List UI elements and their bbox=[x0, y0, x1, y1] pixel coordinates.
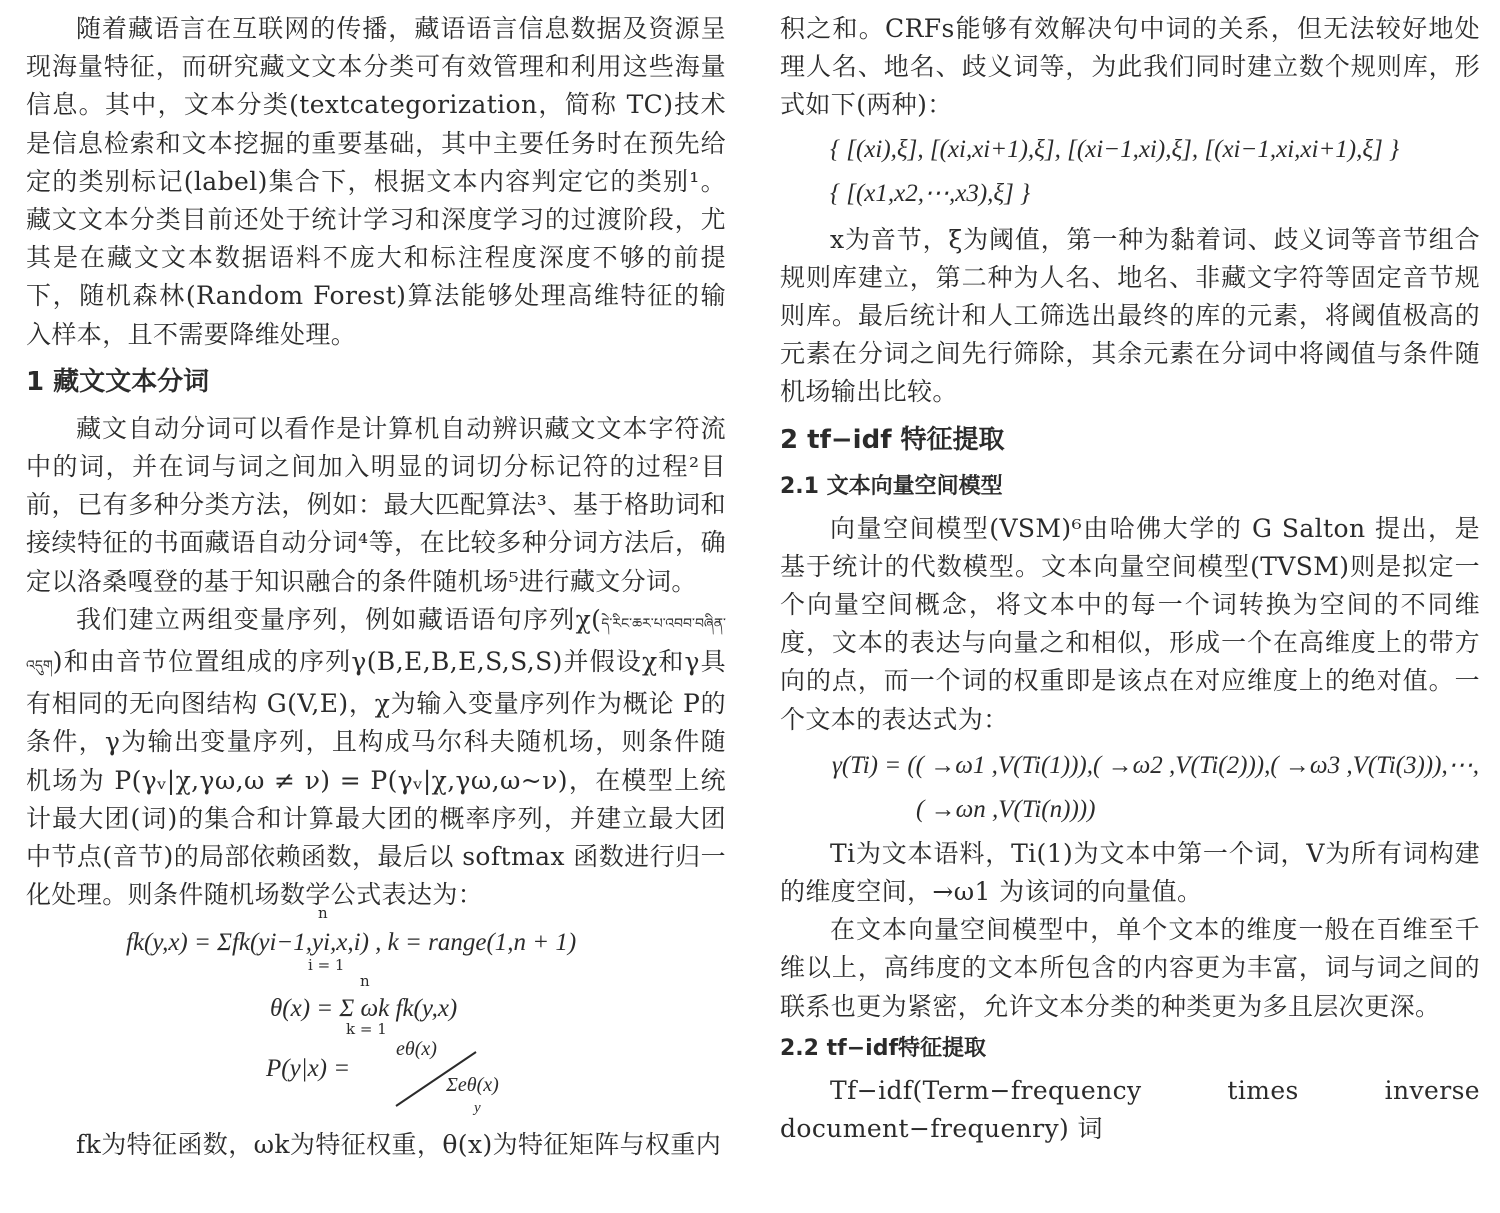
equation-1-sum-bottom: i = 1 bbox=[308, 956, 345, 975]
crf-equations bbox=[26, 904, 726, 1126]
right-column bbox=[780, 10, 1480, 1148]
equation-3-numerator: eθ(x) bbox=[396, 1038, 437, 1061]
section-1-heading: 1 藏文文本分词 bbox=[26, 366, 210, 397]
vsm-paragraph: 向量空间模型(VSM)⁶由哈佛大学的 G Salton 提出，是基于统计的代数模型。文本向量空间模型(TVSM)则是拟定一个向量空间概念，将文本中的每一个词转换为空间的不同维度，文本的表达与向量之和相似，形成一个在高维度上的带方向的点，而一个词的权重即是该点在对应维度上的绝对值。一个文本的表达式为： bbox=[780, 513, 1480, 734]
left-column bbox=[26, 10, 726, 1165]
rule-formula-1: { [(xi),ξ], [(xi,xi+1),ξ], [(xi−1,xi),ξ], [(xi−1,xi,xi+1),ξ] } bbox=[830, 135, 1400, 163]
subsection-2-2-heading: 2.2 tf−idf特征提取 bbox=[780, 1035, 987, 1061]
intro-paragraph: 随着藏语言在互联网的传播，藏语语言信息数据及资源呈现海量特征，而研究藏文文本分类可有效管理和利用这些海量信息。其中，文本分类(textcategorization，简称 TC)技术是信息检索和文本挖掘的重要基础，其中主要任务时在预先给定的类别标记(label)集合下，根据文本内容判定它的类别¹。藏文文本分类目前还处于统计学习和深度学习的过渡阶段，尤其是在藏文文本数据语料不庞大和标注程度深度不够的前提下，随机森林(Random Forest)算法能够处理高维特征的输入样本，且不需要降维处理。 bbox=[26, 14, 726, 349]
crf-paragraph-text-b: )和由音节位置组成的序列γ(B,E,B,E,S,S,S)并假设χ和γ具有相同的无向图结构 G(V,E)，χ为输入变量序列作为概论 P的条件，γ为输出变量序列，且构成马尔科夫随机场，则条件随机场为 P(γᵥ|χ,γω,ω ≠ ν) = P(γᵥ|χ,γω,ω~ν)，在模型上统计最大团(词)的集合和计算最大团的概率序列，并建立最大团中节点(音节)的局部依赖函数，最后以 softmax 函数进行归一化处理。则条件随机场数学公式表达为： bbox=[26, 647, 726, 910]
rules-paragraph: 积之和。CRFs能够有效解决句中词的关系，但无法较好地处理人名、地名、歧义词等，为此我们同时建立数个规则库，形式如下(两种)： bbox=[780, 14, 1480, 120]
vector-equation-line-2: ( →ωn ,V(Ti(n)))) bbox=[916, 795, 1096, 823]
rule-formula-2: { [(x1,x2,⋯,x3),ξ] } bbox=[830, 179, 1031, 207]
equation-2-sum-top: n bbox=[360, 972, 370, 991]
crf-paragraph-text-a: 我们建立两组变量序列，例如藏语语句序列χ( bbox=[76, 604, 602, 634]
tibetan-example: དེ་རིང་ཆར་པ་འབབ་བཞིན་འདུག bbox=[26, 615, 726, 675]
vector-symbols-paragraph: Ti为文本语料，Ti(1)为文本中第一个词，V为所有词构建的维度空间，→ω1 为该词的向量值。 bbox=[780, 838, 1480, 907]
equation-1-sum-top: n bbox=[318, 904, 328, 923]
vector-equation-line-1: γ(Ti) = (( →ω1 ,V(Ti(1))),( →ω2 ,V(Ti(2))),( →ω3 ,V(Ti(3))),⋯, bbox=[832, 751, 1479, 779]
rules-explanation-paragraph: x为音节，ξ为阈值，第一种为黏着词、歧义词等音节组合规则库建立，第二种为人名、地名、非藏文字符等固定音节规则库。最后统计和人工筛选出最终的库的元素，将阈值极高的元素在分词之间先行筛除，其余元素在分词中将阈值与条件随机场输出比较。 bbox=[780, 224, 1480, 407]
tfidf-paragraph: Tf−idf(Term−frequency times inverse document−frequenry) 词 bbox=[780, 1075, 1480, 1144]
equation-3-lhs: P(y|x) = bbox=[266, 1055, 351, 1083]
equation-3-denominator-sub: y bbox=[474, 1100, 481, 1117]
section-2-heading: 2 tf−idf 特征提取 bbox=[780, 424, 1005, 455]
equation-2: θ(x) = Σ ωk fk(y,x) bbox=[270, 995, 458, 1023]
subsection-2-1-heading: 2.1 文本向量空间模型 bbox=[780, 473, 1003, 499]
equation-1: fk(y,x) = Σfk(yi−1,yi,x,i) , k = range(1,n + 1) bbox=[126, 929, 577, 957]
crf-symbols-paragraph: fk为特征函数，ωk为特征权重，θ(x)为特征矩阵与权重内 bbox=[76, 1130, 722, 1160]
equation-3-denominator: Σeθ(x) bbox=[446, 1074, 499, 1097]
segmentation-paragraph: 藏文自动分词可以看作是计算机自动辨识藏文文本字符流中的词，并在词与词之间加入明显的词切分标记符的过程²目前，已有多种分类方法，例如：最大匹配算法³、基于格助词和接续特征的书面藏语自动分词⁴等，在比较多种分词方法后，确定以洛桑嘎登的基于知识融合的条件随机场⁵进行藏文分词。 bbox=[26, 413, 726, 596]
dimension-paragraph: 在文本向量空间模型中，单个文本的维度一般在百维至千维以上，高纬度的文本所包含的内容更为丰富，词与词之间的联系也更为紧密，允许文本分类的种类更为多且层次更深。 bbox=[780, 915, 1480, 1021]
crf-paragraph bbox=[26, 601, 726, 915]
equation-2-sum-bottom: k = 1 bbox=[346, 1020, 387, 1039]
